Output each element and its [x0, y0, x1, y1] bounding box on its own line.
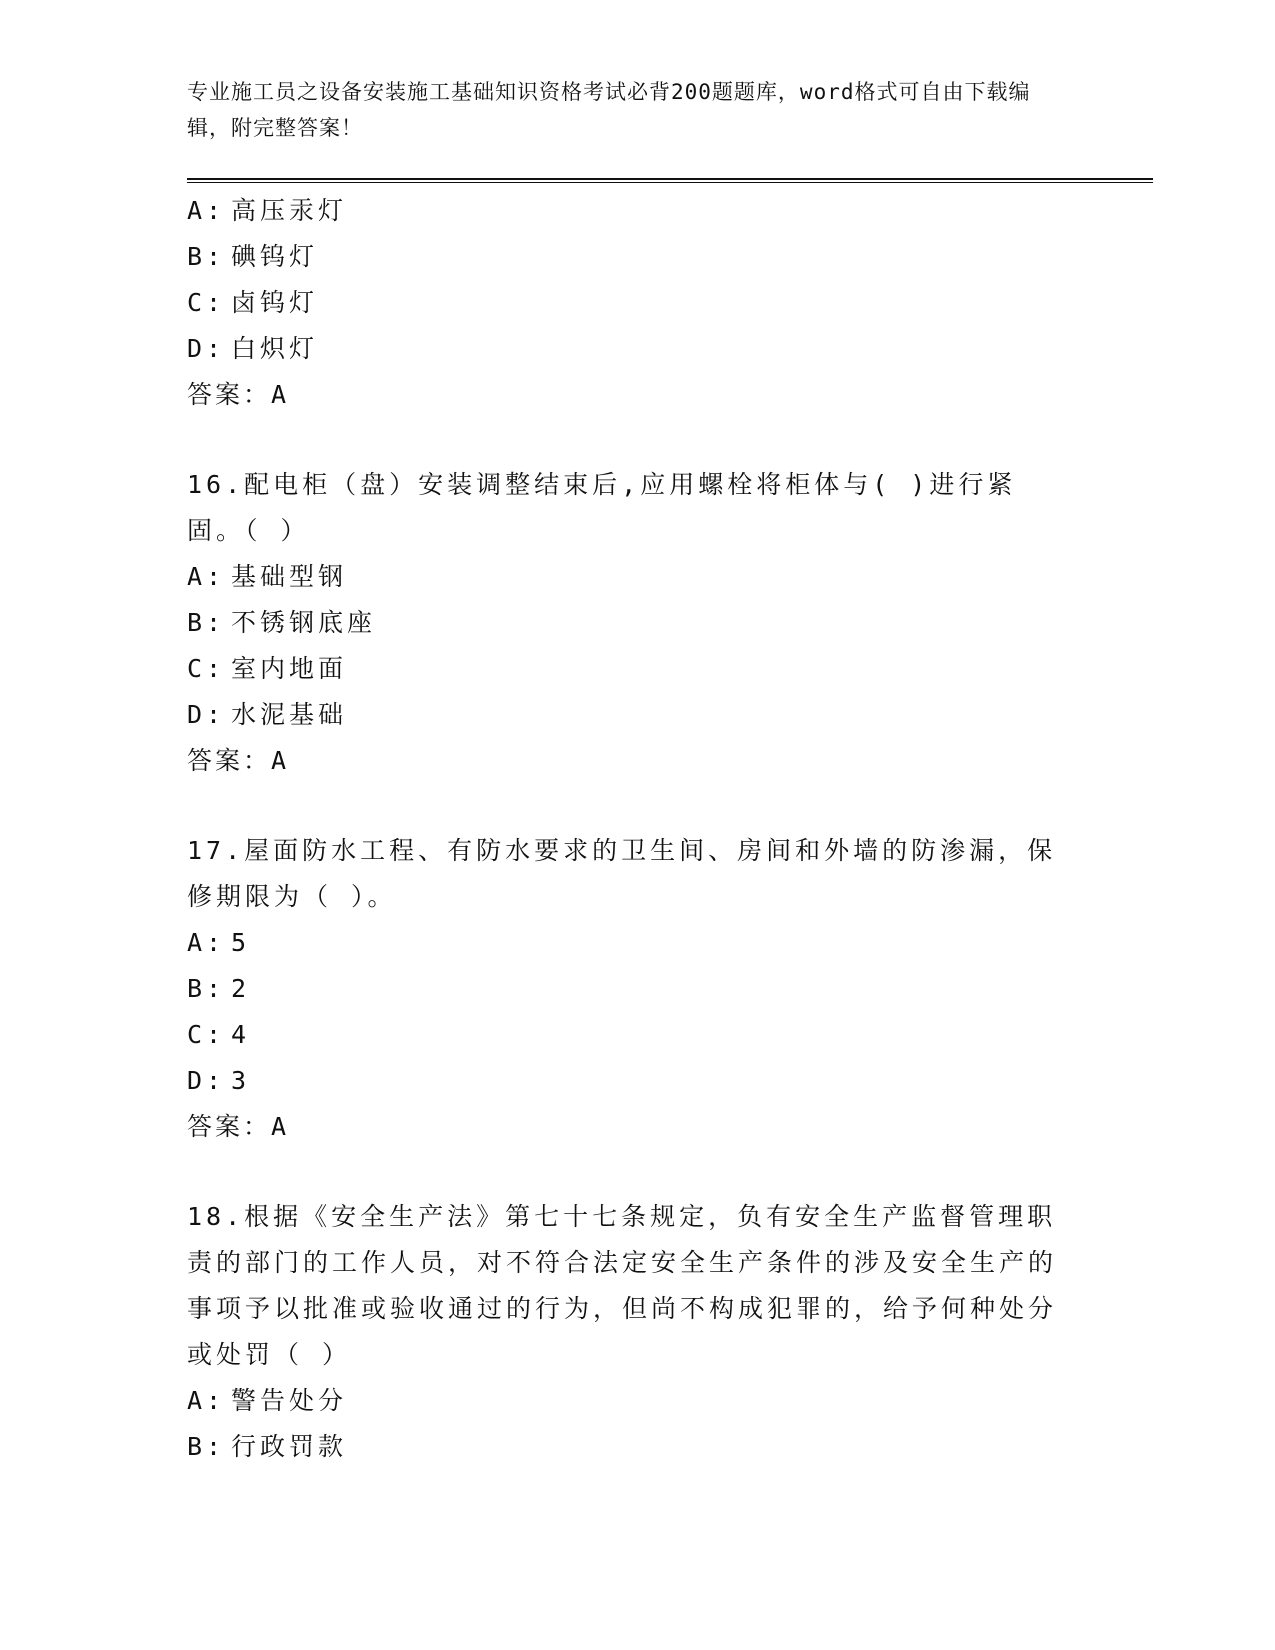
answer-line: 答案：A: [187, 1112, 290, 1141]
question-block: [187, 462, 1067, 784]
answer-line: 答案：A: [187, 746, 290, 775]
question-list: [187, 188, 1067, 1470]
option-a: A: 基础型钢: [187, 562, 348, 591]
option-a: A: 高压汞灯: [187, 196, 348, 225]
header-divider: [187, 178, 1153, 183]
option-c: C: 4: [187, 1020, 251, 1049]
option-b: B: 碘钨灯: [187, 242, 319, 271]
option-b: B: 2: [187, 974, 251, 1003]
option-a: A: 5: [187, 928, 251, 957]
option-d: D: 水泥基础: [187, 700, 348, 729]
question-block: [187, 188, 1067, 418]
question-block: [187, 828, 1067, 1150]
question-text: 16.配电柜（盘）安装调整结束后,应用螺栓将柜体与( )进行紧固。（ ）: [187, 470, 1017, 545]
option-b: B: 行政罚款: [187, 1432, 348, 1461]
question-text: 17.屋面防水工程、有防水要求的卫生间、房间和外墙的防渗漏，保修期限为（ ）。: [187, 836, 1057, 911]
spacer: [187, 1150, 1067, 1194]
document-header: 专业施工员之设备安装施工基础知识资格考试必背200题题库，word格式可自由下载编辑，附完整答案！: [187, 80, 1031, 140]
spacer: [187, 784, 1067, 828]
option-d: D: 3: [187, 1066, 251, 1095]
option-b: B: 不锈钢底座: [187, 608, 377, 637]
answer-line: 答案：A: [187, 380, 290, 409]
option-c: C: 卤钨灯: [187, 288, 319, 317]
option-a: A: 警告处分: [187, 1386, 348, 1415]
option-c: C: 室内地面: [187, 654, 348, 683]
question-text: 18.根据《安全生产法》第七十七条规定，负有安全生产监督管理职责的部门的工作人员，对不符合法定安全生产条件的涉及安全生产的事项予以批准或验收通过的行为，但尚不构成犯罪的，给予何种处分或处罚（ ）: [187, 1202, 1058, 1369]
option-d: D: 白炽灯: [187, 334, 319, 363]
question-block: [187, 1194, 1067, 1470]
spacer: [187, 418, 1067, 462]
